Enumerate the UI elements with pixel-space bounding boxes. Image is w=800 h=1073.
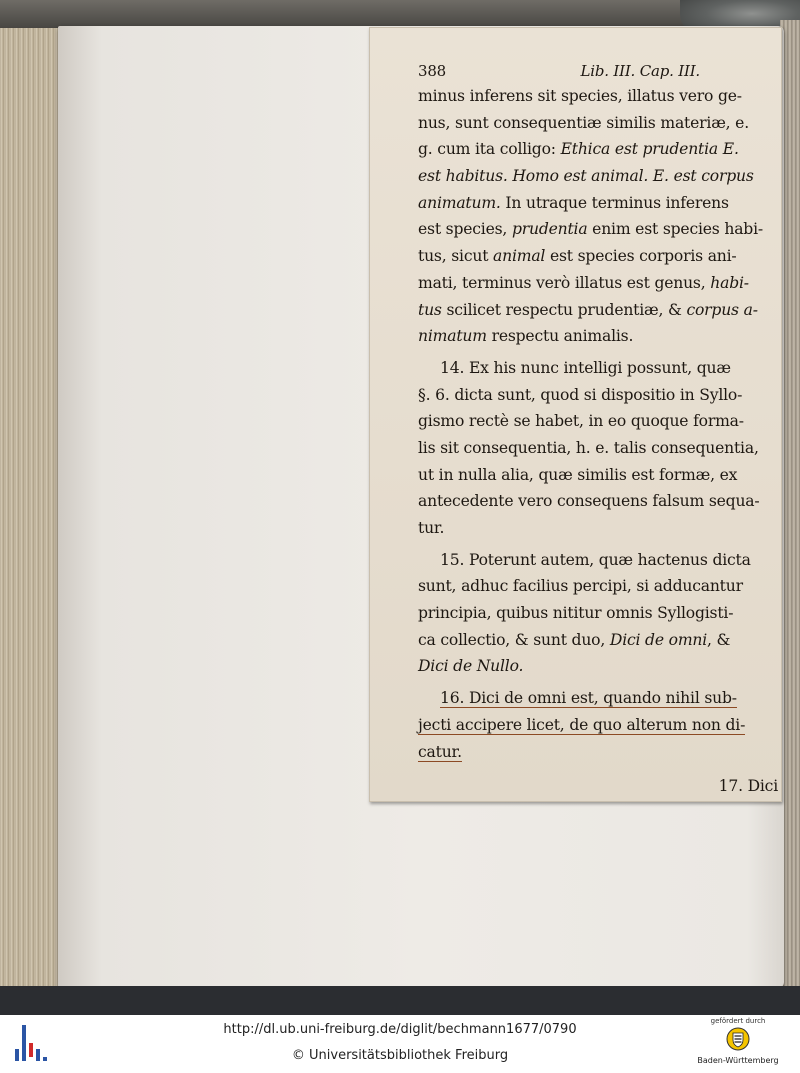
scan-bottom-margin (0, 986, 800, 1015)
text-run: mati, terminus verò illatus est genus, (418, 273, 711, 292)
text-line: principia, quibus nititur omnis Syllogisti- (418, 604, 734, 623)
text-line (418, 243, 778, 270)
italic-run: prudentia (511, 220, 588, 239)
printed-leaf (369, 27, 782, 802)
text-run: scilicet respectu prudentiæ, & (441, 300, 687, 319)
italic-run: corpus a- (686, 300, 758, 319)
running-header (418, 58, 778, 83)
text-run: In utraque terminus inferens (500, 193, 729, 212)
text-line: Dici de Nullo. (418, 657, 524, 676)
paragraph-15 (418, 547, 778, 680)
text-line (418, 712, 778, 739)
italic-run: Dici de omni (609, 630, 708, 649)
catchword: 17. Dici (718, 777, 778, 796)
italic-run: habi- (710, 273, 749, 292)
text-run: est species, (418, 220, 512, 239)
sponsor-badge[interactable] (688, 1017, 788, 1073)
paragraph-14 (418, 355, 778, 542)
text-line: 14. Ex his nunc intelligi possunt, quæ (440, 358, 731, 377)
text-run: est species corporis ani- (545, 247, 737, 266)
underlined-run: jecti accipere licet, de quo alterum non di- (418, 715, 746, 734)
text-line (418, 136, 778, 163)
running-head: Lib. III. Cap. III. (580, 62, 700, 80)
text-run: enim est species habi- (587, 220, 763, 239)
text-run: ca collectio, & sunt duo, (418, 630, 610, 649)
text-line (418, 627, 778, 654)
text-line: nus, sunt consequentiæ similis materiæ, e. (418, 113, 749, 132)
text-line: sunt, adhuc facilius percipi, si adducantur (418, 577, 743, 596)
text-line: tur. (418, 519, 445, 537)
text-line (418, 216, 778, 243)
document-url[interactable]: http://dl.ub.uni-freiburg.de/diglit/bechmann1677/0790 (223, 1022, 577, 1037)
text-line: est habitus. Homo est animal. E. est corpus (418, 167, 754, 186)
underlined-run: catur. (418, 742, 462, 761)
text-line: minus inferens sit species, illatus vero ge- (418, 87, 742, 105)
text-line: lis sit consequentia, h. e. talis consequentia, (418, 438, 759, 457)
text-run: , & (707, 630, 731, 649)
viewer-footer (0, 1015, 800, 1073)
text-run: tus, sicut (418, 247, 494, 266)
italic-run: Ethica est prudentia E. (560, 140, 739, 159)
text-line: gismo rectè se habet, in eo quoque forma- (418, 412, 744, 431)
sponsor-name: Baden-Württemberg (697, 1056, 779, 1065)
leaf-text (418, 58, 778, 800)
page-number: 388 (418, 62, 447, 80)
text-line: antecedente vero consequens falsum sequa- (418, 492, 760, 511)
text-line (418, 297, 778, 324)
text-line (418, 270, 778, 297)
text-line (418, 323, 778, 350)
copyright-text: © Universitätsbibliothek Freiburg (291, 1048, 509, 1063)
page-edges-left (0, 28, 63, 988)
text-line: 15. Poterunt autem, quæ hactenus dicta (440, 550, 751, 569)
text-run: respectu animalis. (486, 327, 634, 346)
paragraph-13-continuation (418, 83, 778, 350)
text-run: g. cum ita colligo: (418, 140, 561, 159)
italic-run: animal (493, 247, 546, 266)
italic-run: animatum. (418, 193, 501, 212)
text-line: §. 6. dicta sunt, quod si dispositio in Syllo- (418, 385, 743, 404)
paragraph-16 (418, 685, 778, 765)
sponsor-caption: gefördert durch (710, 1017, 766, 1025)
text-line (418, 739, 778, 766)
text-line (418, 685, 778, 712)
text-line: ut in nulla alia, quæ similis est formæ, ex (418, 465, 738, 484)
underlined-run: 16. Dici de omni est, quando nihil sub- (440, 689, 737, 708)
baden-wuerttemberg-crest-icon (726, 1027, 750, 1051)
italic-run: tus (418, 300, 442, 319)
text-line (418, 190, 778, 217)
italic-run: nimatum (418, 327, 487, 346)
